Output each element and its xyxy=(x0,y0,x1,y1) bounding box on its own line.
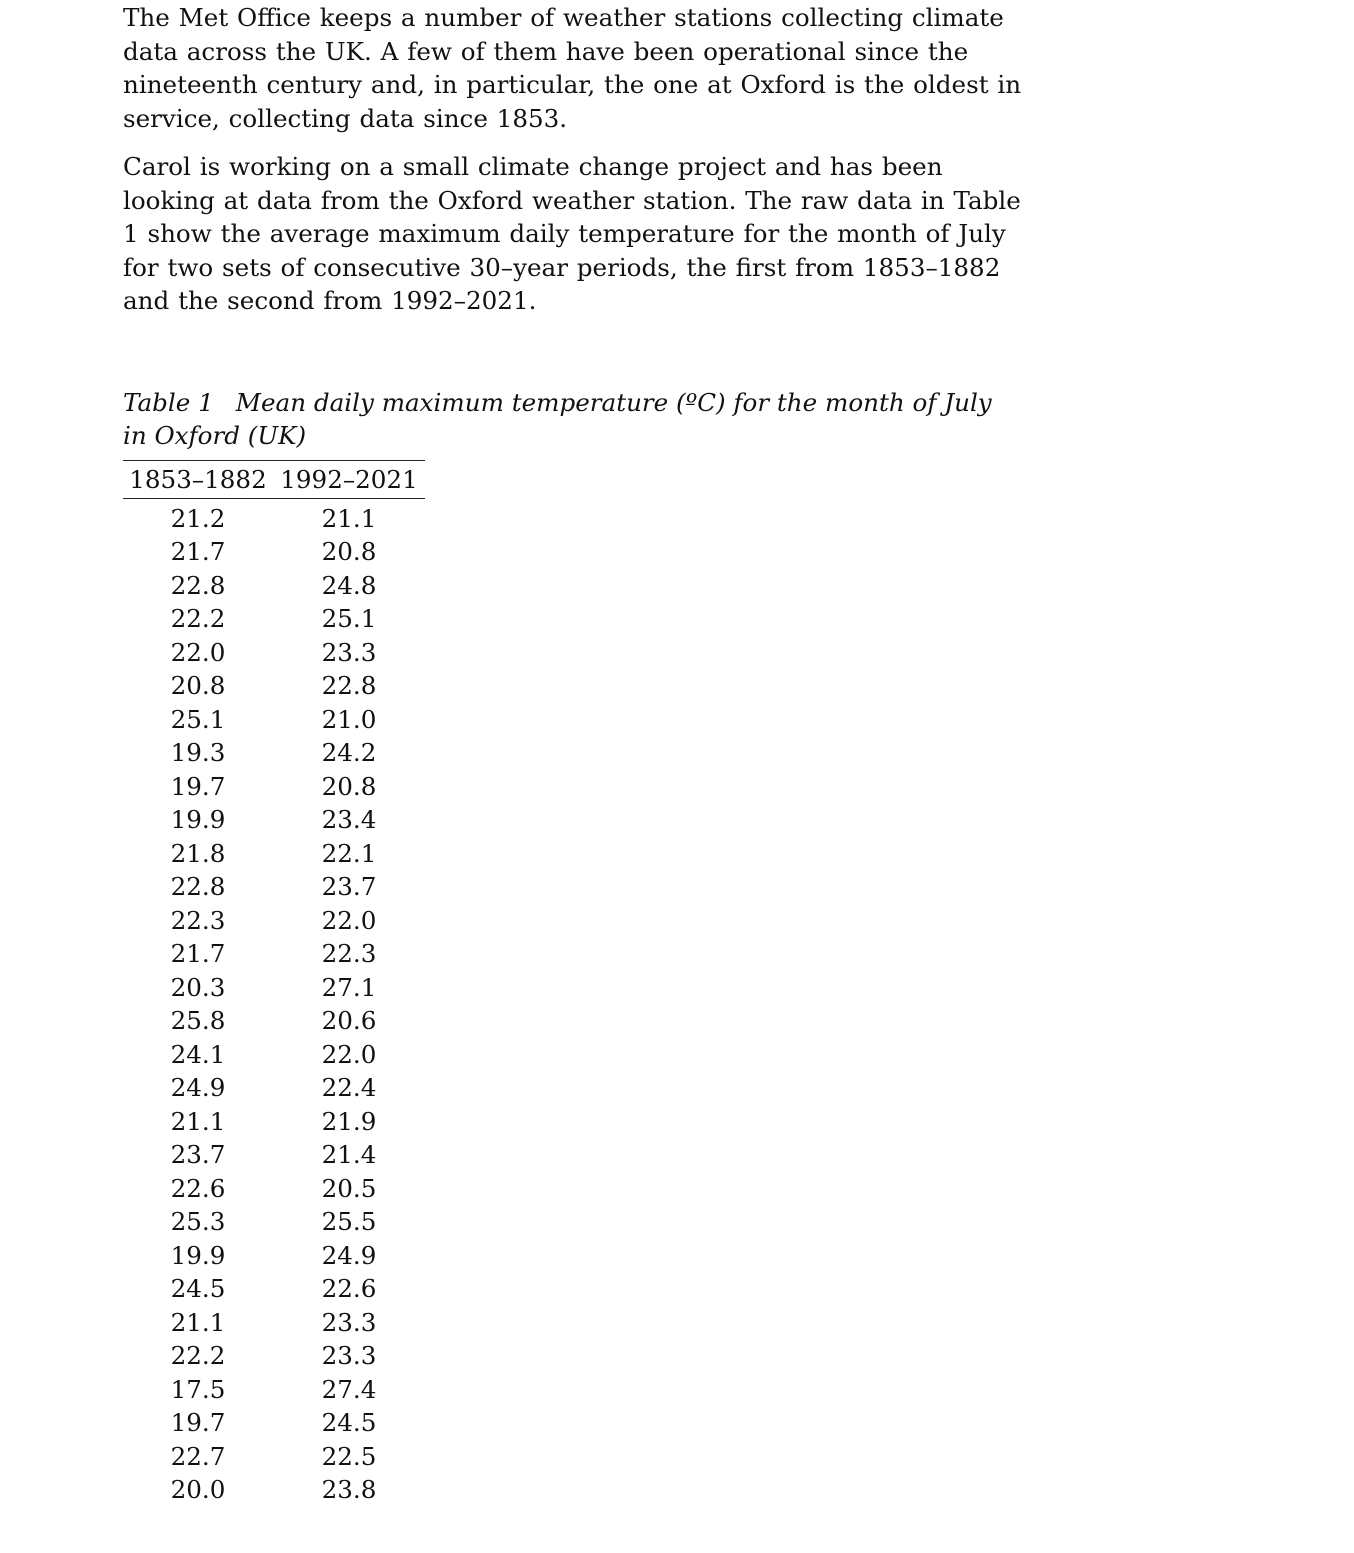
table-row xyxy=(123,569,425,603)
table-row xyxy=(123,1239,425,1273)
cell-1853-1882: 21.1 xyxy=(170,1307,226,1337)
cell-1853-1882: 20.3 xyxy=(170,972,226,1002)
document-page xyxy=(123,0,1023,1507)
table-row xyxy=(123,502,425,536)
table-row xyxy=(123,703,425,737)
table-caption xyxy=(123,386,1013,453)
cell-1853-1882: 19.3 xyxy=(170,738,226,767)
table-row xyxy=(123,1038,425,1072)
cell-1992-2021: 22.6 xyxy=(321,1274,377,1303)
cell-1992-2021: 24.2 xyxy=(321,738,377,767)
cell-1992-2021: 21.4 xyxy=(321,1140,377,1169)
cell-1992-2021: 27.4 xyxy=(321,1374,377,1404)
cell-1992-2021: 20.5 xyxy=(321,1173,377,1203)
cell-1853-1882: 22.8 xyxy=(170,872,226,901)
table-row xyxy=(123,736,425,770)
cell-1992-2021: 23.8 xyxy=(321,1475,377,1504)
cell-1853-1882: 25.8 xyxy=(170,1006,226,1035)
cell-1853-1882: 19.9 xyxy=(170,1240,226,1270)
cell-1992-2021: 22.5 xyxy=(321,1441,377,1471)
cell-1992-2021: 24.5 xyxy=(321,1408,377,1437)
table-row xyxy=(123,1105,425,1139)
cell-1853-1882: 22.0 xyxy=(170,637,226,667)
cell-1853-1882: 20.8 xyxy=(170,671,226,700)
cell-1853-1882: 22.3 xyxy=(170,905,226,935)
cell-1853-1882: 22.2 xyxy=(170,1341,226,1370)
cell-1992-2021: 25.1 xyxy=(321,604,377,633)
table-row xyxy=(123,1172,425,1206)
table-row xyxy=(123,937,425,971)
table-row xyxy=(123,1406,425,1440)
cell-1853-1882: 21.2 xyxy=(170,503,226,533)
cell-1992-2021: 22.0 xyxy=(321,1039,377,1069)
cell-1992-2021: 21.0 xyxy=(321,704,377,734)
cell-1992-2021: 27.1 xyxy=(321,972,377,1002)
cell-1853-1882: 24.5 xyxy=(170,1274,226,1303)
cell-1853-1882: 21.7 xyxy=(170,939,226,968)
table-row xyxy=(123,1373,425,1407)
cell-1853-1882: 19.7 xyxy=(170,1408,226,1437)
table-row xyxy=(123,1272,425,1306)
cell-1992-2021: 22.0 xyxy=(321,905,377,935)
cell-1992-2021: 21.9 xyxy=(321,1106,377,1136)
cell-1992-2021: 23.3 xyxy=(321,1307,377,1337)
table-caption-label: Table 1 xyxy=(123,387,214,417)
table-row xyxy=(123,1071,425,1105)
table-body xyxy=(123,498,425,1507)
column-header-1992-2021: 1992–2021 xyxy=(273,460,425,498)
table-row xyxy=(123,971,425,1005)
table-row xyxy=(123,803,425,837)
table-row xyxy=(123,870,425,904)
cell-1853-1882: 25.1 xyxy=(170,704,226,734)
cell-1992-2021: 22.3 xyxy=(321,939,377,968)
cell-1992-2021: 22.4 xyxy=(321,1073,377,1102)
cell-1992-2021: 23.3 xyxy=(321,637,377,667)
cell-1992-2021: 25.5 xyxy=(321,1207,377,1236)
cell-1853-1882: 24.9 xyxy=(170,1073,226,1102)
temperature-table xyxy=(123,460,425,1507)
cell-1992-2021: 20.8 xyxy=(321,771,377,801)
column-header-1853-1882: 1853–1882 xyxy=(123,460,273,498)
cell-1853-1882: 24.1 xyxy=(170,1039,226,1069)
cell-1853-1882: 19.7 xyxy=(170,771,226,801)
cell-1853-1882: 20.0 xyxy=(170,1475,226,1504)
cell-1853-1882: 22.6 xyxy=(170,1173,226,1203)
table-header-row xyxy=(123,460,425,498)
table-row xyxy=(123,1004,425,1038)
table-row xyxy=(123,904,425,938)
table-row xyxy=(123,1440,425,1474)
table-row xyxy=(123,1205,425,1239)
table-row xyxy=(123,1306,425,1340)
cell-1992-2021: 23.7 xyxy=(321,872,377,901)
table-row xyxy=(123,636,425,670)
table-caption-text: Mean daily maximum temperature (ºC) for the month of July in Oxford (UK) xyxy=(123,387,992,450)
cell-1992-2021: 24.9 xyxy=(321,1240,377,1270)
cell-1853-1882: 21.7 xyxy=(170,537,226,566)
project-paragraph: Carol is working on a small climate change project and has been looking at data from the Oxford weather station. The raw data in Table 1 show the average maximum daily temperature for the month of July for two sets of consecutive 30–year periods, the first from 1853–1882 and the second from 1992–2021. xyxy=(123,152,1021,315)
cell-1853-1882: 17.5 xyxy=(170,1374,226,1404)
cell-1992-2021: 23.4 xyxy=(321,805,377,834)
intro-paragraph: The Met Office keeps a number of weather stations collecting climate data across the UK. A few of them have been operational since the nineteenth century and, in particular, the one at Oxford is the oldest in service, collecting data since 1853. xyxy=(123,3,1022,133)
table-row xyxy=(123,837,425,871)
cell-1853-1882: 21.8 xyxy=(170,838,226,868)
table-row xyxy=(123,1339,425,1373)
cell-1853-1882: 22.7 xyxy=(170,1441,226,1471)
cell-1992-2021: 20.8 xyxy=(321,537,377,566)
cell-1992-2021: 22.8 xyxy=(321,671,377,700)
cell-1853-1882: 21.1 xyxy=(170,1106,226,1136)
cell-1992-2021: 22.1 xyxy=(321,838,377,868)
table-row xyxy=(123,770,425,804)
table-row xyxy=(123,535,425,569)
cell-1992-2021: 24.8 xyxy=(321,570,377,600)
cell-1992-2021: 21.1 xyxy=(321,503,377,533)
table-row xyxy=(123,1473,425,1507)
cell-1853-1882: 22.8 xyxy=(170,570,226,600)
table-row xyxy=(123,602,425,636)
cell-1853-1882: 22.2 xyxy=(170,604,226,633)
cell-1853-1882: 23.7 xyxy=(170,1140,226,1169)
cell-1853-1882: 19.9 xyxy=(170,805,226,834)
table-row xyxy=(123,1138,425,1172)
table-row xyxy=(123,669,425,703)
cell-1853-1882: 25.3 xyxy=(170,1207,226,1236)
cell-1992-2021: 23.3 xyxy=(321,1341,377,1370)
cell-1992-2021: 20.6 xyxy=(321,1006,377,1035)
